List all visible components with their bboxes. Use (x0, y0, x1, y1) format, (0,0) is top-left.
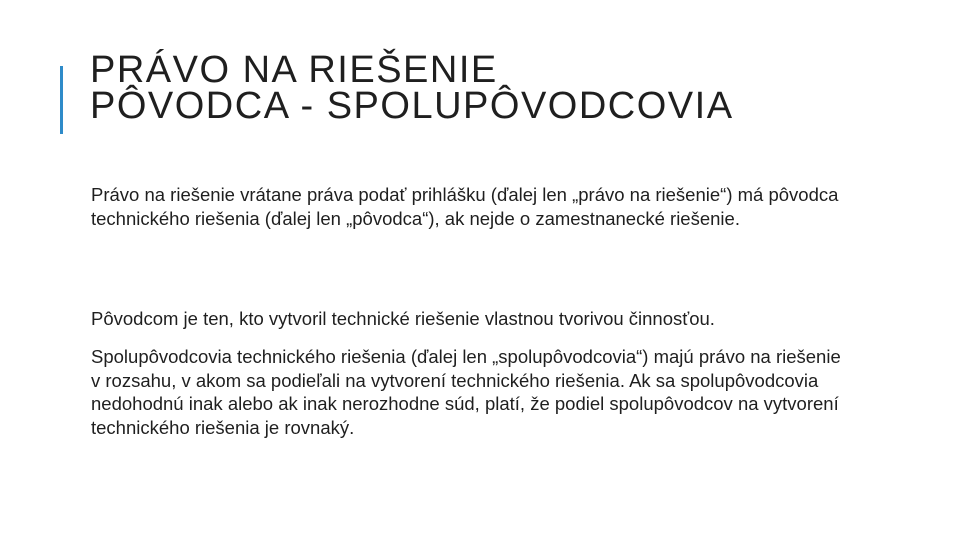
slide-title-line-2: PÔVODCA - SPOLUPÔVODCOVIA (90, 85, 734, 127)
paragraph-originator-definition: Pôvodcom je ten, kto vytvoril technické riešenie vlastnou tvorivou činnosťou. (91, 308, 715, 329)
slide-title (90, 49, 930, 127)
slide-title-line-1: PRÁVO NA RIEŠENIE (90, 49, 498, 91)
title-accent-bar (60, 66, 63, 134)
paragraph-right-to-solution: Právo na riešenie vrátane práva podať prihlášku (ďalej len „právo na riešenie“) má pôvodca technického riešenia (ďalej len „pôvodca“), ak nejde o zamestnanecké riešenie. (91, 184, 839, 229)
paragraph-co-originators: Spolupôvodcovia technického riešenia (ďalej len „spolupôvodcovia“) majú právo na riešenie v rozsahu, v akom sa podieľali na vytvorení technického riešenia. Ak sa spolupôvodcovia nedohodnú inak alebo ak inak nerozhodne súd, platí, že podiel spolupôvodcov na vytvorení technického riešenia je rovnaký. (91, 346, 841, 438)
